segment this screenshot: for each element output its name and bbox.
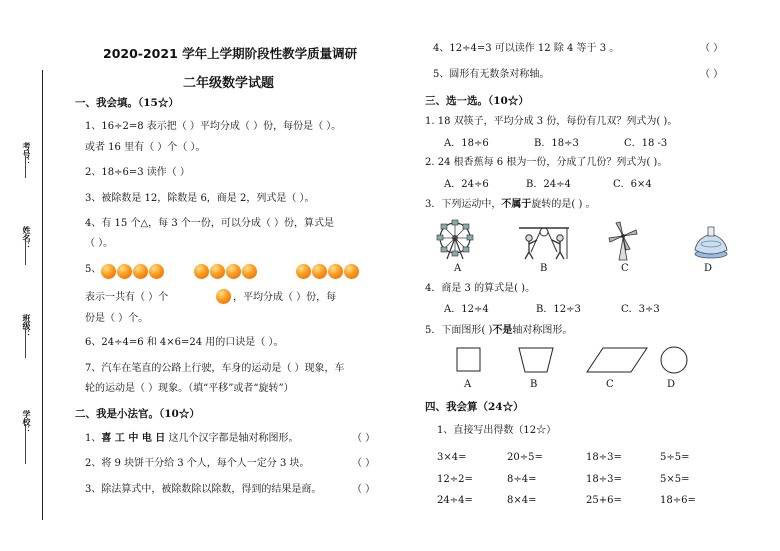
exam-title: 2020-2021 学年上学期阶段性教学质量调研 xyxy=(103,46,358,61)
trapezoid-icon xyxy=(517,346,555,374)
sec3-q5-label-a: A xyxy=(464,379,472,390)
side-label-school: 学校： xyxy=(22,410,32,434)
sec1-q6: 6、24÷4=6 和 4×6=24 用的口诀是（ ）。 xyxy=(85,337,284,348)
sec1-q4-line2: （ ）。 xyxy=(85,238,114,249)
number-blank xyxy=(25,156,26,178)
sec3-q1-option-b: B．18÷3 xyxy=(534,138,579,149)
sec2-q1-text: 这几个汉字都是轴对称图形。 xyxy=(165,433,299,444)
sec3-q3 xyxy=(425,198,596,212)
sec2-q2: 2、将 9 块饼干分给 3 个人，每个人一定分 3 块。 xyxy=(85,458,310,469)
sec3-q4-option-a: A．12÷4 xyxy=(444,304,489,315)
sec2-q3-answer: （ ） xyxy=(352,484,376,495)
calc-r2-c2: 8÷4= xyxy=(507,474,537,485)
sec3-q3-suffix: 旋转的是( ) 。 xyxy=(531,199,596,210)
sec2-q5-answer: （ ） xyxy=(700,69,724,80)
sec1-q7-line1: 7、汽车在笔直的公路上行驶，车身的运动是（ ）现象，车 xyxy=(85,363,345,374)
sec3-q5-label-b: B xyxy=(530,379,538,390)
sec3-q2-option-b: B．24÷4 xyxy=(526,179,571,190)
sec3-q3-prefix: 3．下列运动中， xyxy=(425,199,502,210)
calc-r3-c1: 24÷4= xyxy=(437,495,473,506)
sec2-q4-answer: （ ） xyxy=(700,43,724,54)
calc-r1-c2: 20÷5= xyxy=(507,452,543,463)
sec1-q4-line1: 4、有 15 个△，每 3 个一份，可以分成（ ）份，算式是 xyxy=(85,218,335,229)
sec2-q1-prefix: 1、 xyxy=(85,433,102,444)
calc-r2-c1: 12÷2= xyxy=(437,474,473,485)
pulley-workers-icon xyxy=(517,222,571,260)
sec3-q2-option-a: A．24÷6 xyxy=(444,179,489,190)
side-label-name: 姓名： xyxy=(22,226,32,250)
sec2-q3: 3、除法算式中，被除数除以除数，得到的结果是商。 xyxy=(85,484,322,495)
class-blank xyxy=(25,328,26,358)
binding-line xyxy=(42,70,43,520)
sec3-q2-option-c: C．6×4 xyxy=(613,179,652,190)
sec3-q4: 4．商是 3 的算式是( )。 xyxy=(425,283,536,294)
circle-icon xyxy=(658,344,690,376)
sec1-q1-line1: 1、16÷2=8 表示把（ ）平均分成（ ）份，每份是（ ）。 xyxy=(85,121,342,132)
orange-icon xyxy=(344,264,359,279)
sec1-q1-line2: 或者 16 里有（ ）个（ ）。 xyxy=(85,142,206,153)
windmill-icon xyxy=(603,220,643,262)
sec1-q5-line1a: 表示一共有（ ）个 xyxy=(85,292,169,303)
orange-icon xyxy=(312,264,327,279)
sec3-q5-label-d: D xyxy=(667,379,676,390)
sec1-q5-line2: 份是（ ）个。 xyxy=(85,313,149,324)
calc-r2-c4: 5×5= xyxy=(660,474,690,485)
calc-r3-c3: 25+6= xyxy=(586,495,622,506)
calc-r1-c4: 5÷5= xyxy=(660,452,690,463)
calc-r3-c2: 8×4= xyxy=(507,495,537,506)
sec3-q1-option-a: A．18÷6 xyxy=(444,138,489,149)
sec2-q1-characters: 喜 工 中 电 日 xyxy=(101,433,166,444)
sec3-q4-option-c: C．3÷3 xyxy=(621,304,660,315)
sec1-q3: 3、被除数是 12，除数是 6，商是 2，列式是（ ）。 xyxy=(85,193,315,204)
orange-icon xyxy=(101,264,116,279)
sec1-q7-line2: 轮的运动是（ ）现象。（填“平移”或者“旋转”） xyxy=(85,383,294,394)
orange-icon xyxy=(216,289,231,304)
orange-icon xyxy=(328,264,343,279)
name-blank xyxy=(25,240,26,265)
sec3-q1-option-c: C．18 -3 xyxy=(624,138,668,149)
sec3-q5 xyxy=(425,324,572,338)
sec3-q3-label-a: A xyxy=(454,263,462,274)
exam-subtitle: 二年级数学试题 xyxy=(183,76,275,91)
sec1-q5-number: 5、 xyxy=(85,264,102,275)
sec3-q3-label-b: B xyxy=(540,263,548,274)
sec3-q4-option-b: B．12÷3 xyxy=(536,304,581,315)
section-3-heading: 三、选一选。（10☆） xyxy=(425,95,529,107)
sec3-q5-prefix: 5．下面图形( ) xyxy=(425,325,493,336)
orange-icon xyxy=(117,264,132,279)
sec3-q5-emphasis: 不是 xyxy=(492,325,513,336)
section-1-heading: 一、我会填。（15☆） xyxy=(75,97,179,109)
sec4-q1-instruction: 1、直接写出得数（12☆） xyxy=(437,425,557,436)
orange-icon xyxy=(149,264,164,279)
calc-r1-c1: 3×4= xyxy=(437,452,467,463)
orange-group-1 xyxy=(101,261,165,280)
side-label-number: 考号： xyxy=(22,142,32,166)
sec2-q4: 4、12÷4=3 可以读作 12 除 4 等于 3 。 xyxy=(433,43,620,54)
section-4-heading: 四、我会算（24☆） xyxy=(425,401,524,413)
orange-icon xyxy=(194,264,209,279)
square-icon xyxy=(455,346,483,374)
spinning-top-icon xyxy=(689,226,733,260)
sec1-q5-line1b: ，平均分成（ ）份，每 xyxy=(233,292,337,303)
ferris-wheel-icon xyxy=(433,218,477,260)
sec3-q3-label-c: C xyxy=(621,263,629,274)
orange-group-2 xyxy=(194,261,258,280)
sec2-q2-answer: （ ） xyxy=(352,458,376,469)
calc-r1-c3: 18÷3= xyxy=(586,452,622,463)
sec3-q5-suffix: 轴对称图形。 xyxy=(512,325,573,336)
sec2-q1-answer: （ ） xyxy=(352,433,376,444)
orange-icon xyxy=(133,264,148,279)
sec1-q2: 2、18÷6=3 读作（ ） xyxy=(85,167,190,178)
sec2-q5: 5、圆形有无数条对称轴。 xyxy=(433,69,550,80)
orange-group-3 xyxy=(296,261,360,280)
sec2-q1 xyxy=(85,432,299,446)
sec3-q1: 1. 18 双筷子，平均分成 3 份，每份有几双？列式为( )。 xyxy=(425,116,678,127)
orange-icon xyxy=(296,264,311,279)
sec3-q3-emphasis: 不属于 xyxy=(501,199,532,210)
calc-r3-c4: 18÷6= xyxy=(660,495,696,506)
orange-icon xyxy=(242,264,257,279)
calc-r2-c3: 18÷3= xyxy=(586,474,622,485)
sec3-q3-label-d: D xyxy=(704,263,713,274)
parallelogram-icon xyxy=(585,346,649,374)
sec3-q5-label-c: C xyxy=(606,379,614,390)
school-blank xyxy=(25,424,26,464)
sec3-q2: 2. 24 根香蕉每 6 根为一份，分成了几份？列式为( )。 xyxy=(425,157,668,168)
side-label-class: 班级： xyxy=(22,314,32,338)
orange-icon xyxy=(210,264,225,279)
orange-icon xyxy=(226,264,241,279)
section-2-heading: 二、我是小法官。（10☆） xyxy=(75,408,200,420)
